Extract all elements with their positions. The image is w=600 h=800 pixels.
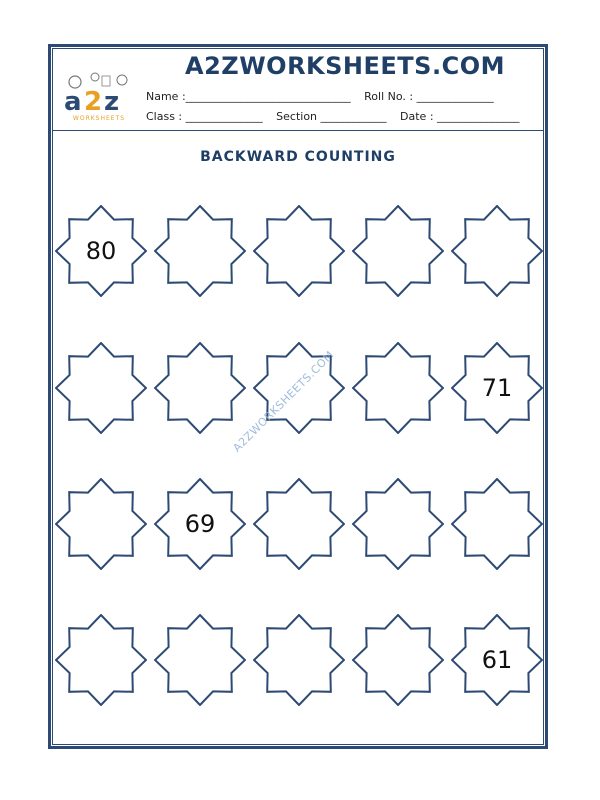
star-number: 69 <box>184 510 216 538</box>
student-info-row-2 <box>146 110 530 123</box>
star-number: 71 <box>481 374 513 402</box>
star-cell[interactable] <box>253 478 345 570</box>
star-number <box>451 478 543 570</box>
star-cell[interactable] <box>154 478 246 570</box>
class-field[interactable] <box>146 110 263 123</box>
name-field[interactable] <box>146 90 351 103</box>
section-blank: ____________ <box>320 110 387 123</box>
star-cell[interactable] <box>55 342 147 434</box>
star-cell[interactable] <box>352 478 444 570</box>
star-cell[interactable] <box>451 614 543 706</box>
star-cell[interactable] <box>154 205 246 297</box>
svg-text:a: a <box>64 87 82 117</box>
star-cell[interactable] <box>352 614 444 706</box>
class-blank: ______________ <box>185 110 263 123</box>
star-number <box>154 205 246 297</box>
star-number <box>352 342 444 434</box>
star-cell[interactable] <box>154 614 246 706</box>
star-cell[interactable] <box>55 205 147 297</box>
class-label: Class : <box>146 110 183 123</box>
site-title: A2ZWORKSHEETS.COM <box>185 52 505 80</box>
star-number <box>55 342 147 434</box>
star-cell[interactable] <box>352 342 444 434</box>
star-grid <box>55 205 545 685</box>
star-cell[interactable] <box>352 205 444 297</box>
roll-no-field[interactable] <box>364 90 493 103</box>
star-number <box>154 342 246 434</box>
star-number: 61 <box>481 646 513 674</box>
star-cell[interactable] <box>253 205 345 297</box>
star-cell[interactable] <box>451 342 543 434</box>
watermark: A2ZWORKSHEETS.COM <box>230 348 337 455</box>
section-label: Section <box>276 110 318 123</box>
star-number <box>352 614 444 706</box>
student-info-row-1 <box>146 90 504 103</box>
star-number <box>352 205 444 297</box>
star-cell[interactable] <box>253 614 345 706</box>
star-number <box>154 614 246 706</box>
date-label: Date : <box>400 110 434 123</box>
date-blank: _______________ <box>437 110 520 123</box>
star-cell[interactable] <box>154 342 246 434</box>
logo-tagline: WORKSHEETS <box>72 115 126 122</box>
date-field[interactable] <box>400 110 520 123</box>
star-cell[interactable] <box>451 205 543 297</box>
star-number <box>253 614 345 706</box>
header-divider <box>52 130 544 131</box>
name-label: Name : <box>146 90 186 103</box>
star-number <box>253 478 345 570</box>
svg-text:z: z <box>104 87 120 117</box>
section-field[interactable] <box>276 110 386 123</box>
name-blank: ______________________________ <box>185 90 351 103</box>
star-cell[interactable] <box>451 478 543 570</box>
star-cell[interactable] <box>55 614 147 706</box>
star-number <box>451 205 543 297</box>
star-cell[interactable] <box>55 478 147 570</box>
roll-no-label: Roll No. : <box>364 90 414 103</box>
a2z-logo <box>60 70 138 122</box>
star-number <box>55 614 147 706</box>
star-number <box>253 205 345 297</box>
worksheet-title: BACKWARD COUNTING <box>200 149 396 165</box>
star-number <box>55 478 147 570</box>
svg-text:2: 2 <box>84 87 103 117</box>
star-number: 80 <box>85 237 117 265</box>
roll-no-blank: ______________ <box>416 90 494 103</box>
star-number <box>352 478 444 570</box>
